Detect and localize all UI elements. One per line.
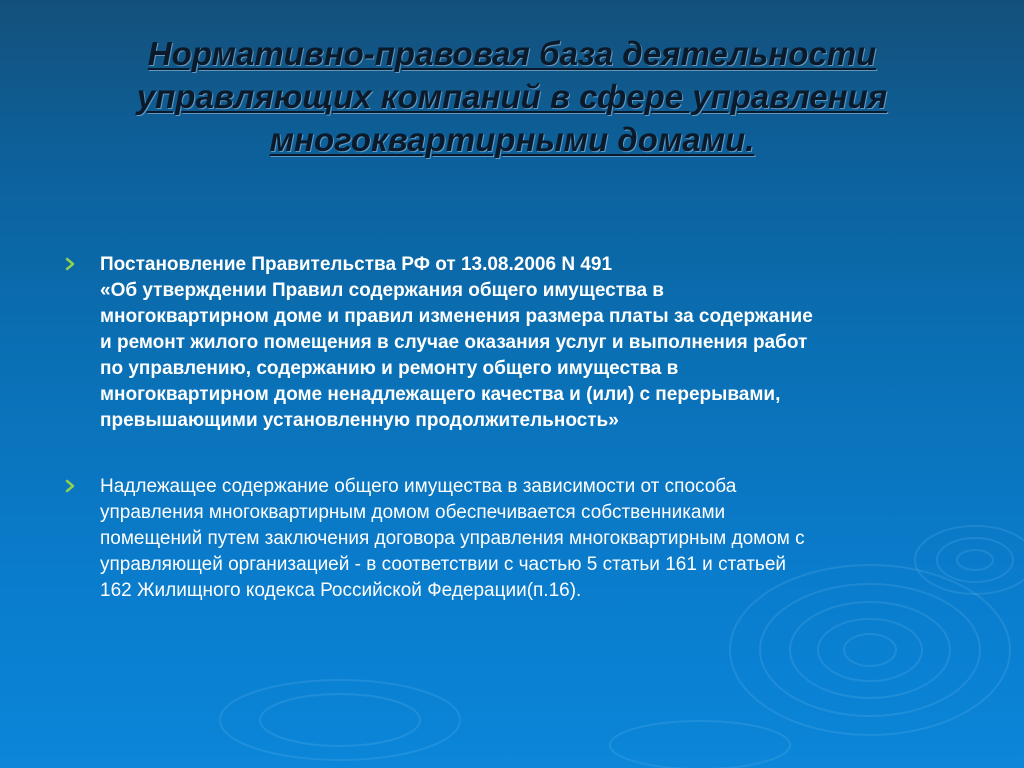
bullet-line: превышающими установленную продолжительность» (100, 410, 619, 431)
bullet-line: многоквартирном доме и правил изменения размера платы за содержание (100, 306, 813, 327)
bullet-item-proper-maintenance (64, 474, 974, 604)
arrow-bullet-icon (64, 476, 78, 496)
bullet-list (64, 252, 974, 604)
bullet-line: по управлению, содержанию и ремонту общего имущества в (100, 358, 679, 379)
bullet-text (100, 252, 974, 434)
bullet-line: управления многоквартирным домом обеспечивается собственниками (100, 502, 726, 523)
bullet-line: многоквартирном доме ненадлежащего качества и (или) с перерывами, (100, 384, 781, 405)
bullet-item-resolution-491 (64, 252, 974, 434)
bullet-line: управляющей организацией - в соответствии с частью 5 статьи 161 и статьей (100, 554, 786, 575)
title-line-2: управляющих компаний в сфере управления (136, 78, 888, 115)
bullet-line: «Об утверждении Правил содержания общего имущества в (100, 280, 664, 301)
arrow-bullet-icon (64, 254, 78, 274)
bullet-line: Надлежащее содержание общего имущества в зависимости от способа (100, 476, 737, 497)
slide-title (90, 32, 934, 161)
bullet-text (100, 474, 974, 604)
bullet-line: 162 Жилищного кодекса Российской Федерации(п.16). (100, 580, 582, 601)
bullet-line: и ремонт жилого помещения в случае оказания услуг и выполнения работ (100, 332, 808, 353)
bullet-line: Постановление Правительства РФ от 13.08.2006 N 491 (100, 254, 613, 275)
title-line-3: многоквартирными домами. (269, 121, 755, 158)
bullet-line: помещений путем заключения договора управления многоквартирным домом с (100, 528, 805, 549)
title-line-1: Нормативно-правовая база деятельности (147, 35, 877, 72)
